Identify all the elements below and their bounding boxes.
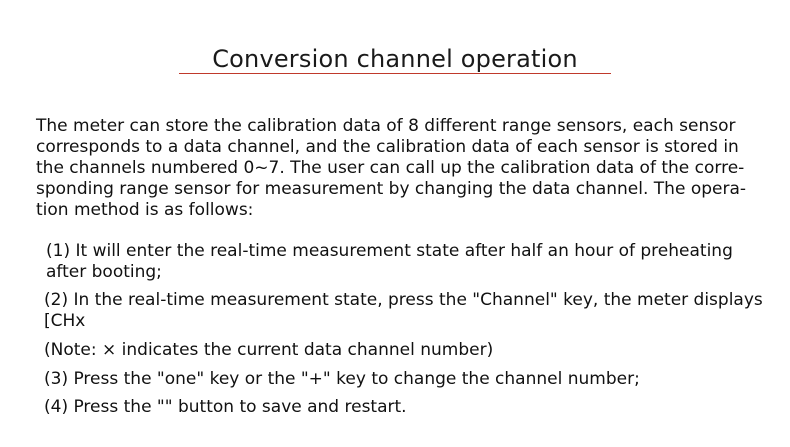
- title-underline: [179, 73, 611, 74]
- step-4: (4) Press the "" button to save and restart.: [44, 397, 407, 417]
- page-title: Conversion channel operation: [212, 45, 578, 73]
- step-2: (2) In the real-time measurement state, press the "Channel" key, the meter displays [CHx: [44, 290, 763, 331]
- step-1: (1) It will enter the real-time measurement state after half an hour of preheating after booting;: [46, 241, 733, 282]
- intro-paragraph: The meter can store the calibration data of 8 different range sensors, each sensor corresponds to a data channel, and the calibration data of each sensor is stored in the channels numbered 0~7. The user can call up the calibration data of the corre-sponding range sensor for measurement by changing the data channel. The opera-tion method is as follows:: [36, 116, 747, 220]
- step-3: (3) Press the "one" key or the "+" key to change the channel number;: [44, 369, 640, 389]
- note: (Note: × indicates the current data channel number): [44, 340, 494, 360]
